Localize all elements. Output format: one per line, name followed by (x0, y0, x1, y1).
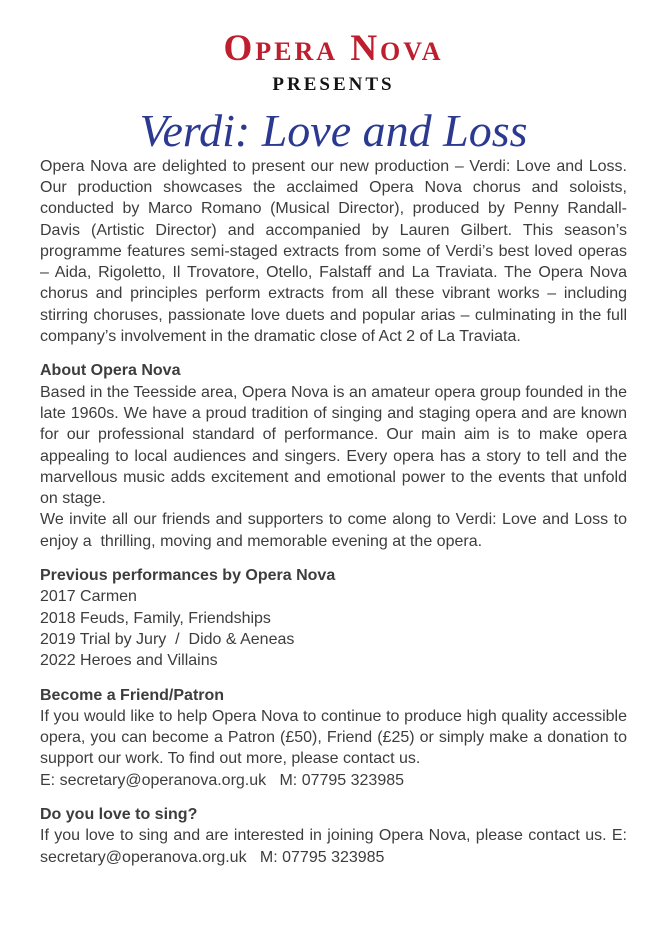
show-title: Verdi: Love and Loss (139, 105, 528, 156)
section-previous-performances (40, 565, 627, 671)
love-to-sing-paragraph: If you love to sing and are interested in joining Opera Nova, please contact us. E: secretary@operanova.org.uk M: 07795 323985 (40, 827, 627, 866)
friend-patron-heading: Become a Friend/Patron (40, 686, 225, 704)
presents-label: PRESENTS (272, 74, 395, 95)
about-paragraph-1: Based in the Teesside area, Opera Nova is an amateur opera group founded in the late 1960s. We have a proud tradition of singing and staging opera and are known for our professional standard of performance. Our main aim is to make opera appealing to local audiences and singers. Every opera has a story to tell and the marvellous music adds excitement and emotional power to the events that unfold on stage. (40, 383, 627, 508)
performance-item-2019: 2019 Trial by Jury / Dido & Aeneas (40, 630, 295, 648)
brand-title: Opera Nova (223, 28, 444, 69)
previous-performances-heading: Previous performances by Opera Nova (40, 567, 336, 585)
flyer-body (40, 156, 627, 868)
friend-patron-contact: E: secretary@operanova.org.uk M: 07795 323985 (40, 771, 405, 789)
friend-patron-paragraph: If you would like to help Opera Nova to continue to produce high quality accessible opera, you can become a Patron (£50), Friend (£25) or simply make a donation to support our work. To find out more, please contact us. (40, 707, 627, 768)
section-love-to-sing (40, 804, 627, 868)
about-heading: About Opera Nova (40, 362, 181, 380)
about-paragraph-2: We invite all our friends and supporters to come along to Verdi: Love and Loss to enjoy a thrilling, moving and memorable evening at the opera. (40, 511, 627, 550)
flyer-header (40, 30, 627, 156)
section-friend-patron (40, 685, 627, 791)
section-about (40, 360, 627, 552)
love-to-sing-heading: Do you love to sing? (40, 805, 198, 823)
intro-paragraph: Opera Nova are delighted to present our new production – Verdi: Love and Loss. Our production showcases the acclaimed Opera Nova chorus and soloists, conducted by Marco Romano (Musical Director), produced by Penny Randall-Davis (Artistic Director) and accompanied by Lauren Gilbert. This season’s programme features semi-staged extracts from some of Verdi’s best loved operas – Aida, Rigoletto, Il Trovatore, Otello, Falstaff and La Traviata. The Opera Nova chorus and principles perform extracts from all these vibrant works – including stirring choruses, passionate love duets and popular arias – culminating in the full company’s involvement in the dramatic close of Act 2 of La Traviata. (40, 157, 627, 346)
performance-item-2017: 2017 Carmen (40, 588, 137, 606)
performance-item-2022: 2022 Heroes and Villains (40, 652, 218, 670)
performance-item-2018: 2018 Feuds, Family, Friendships (40, 609, 271, 627)
